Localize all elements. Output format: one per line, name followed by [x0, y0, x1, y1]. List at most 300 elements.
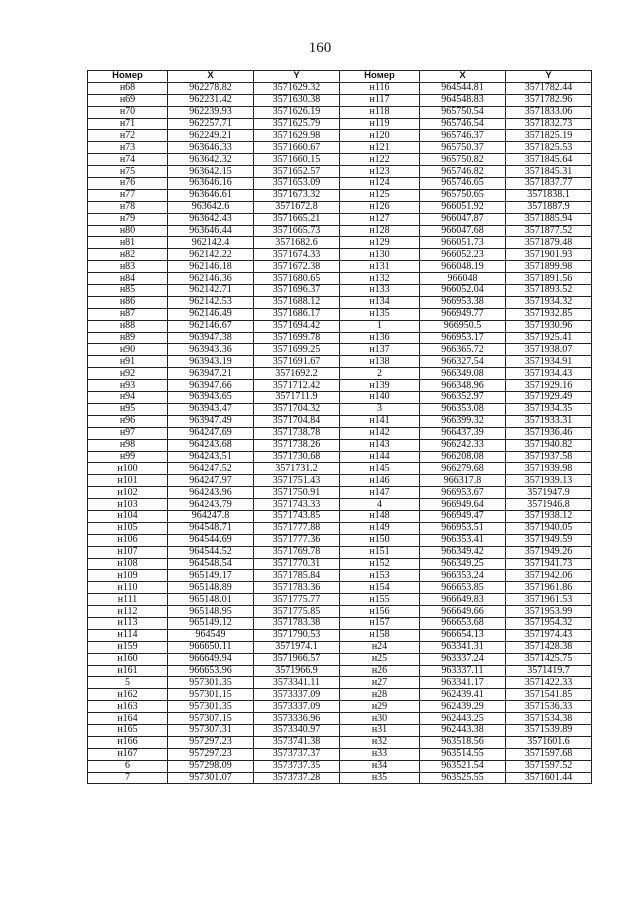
cell-x-left: 963646.16: [168, 178, 254, 190]
cell-y-right: 3571597.68: [506, 748, 592, 760]
cell-x-left: 962142.22: [168, 249, 254, 261]
cell-y-right: 3571942.06: [506, 570, 592, 582]
table-row: [88, 701, 592, 713]
cell-number-left: 5: [88, 677, 168, 689]
cell-x-left: 962249.21: [168, 130, 254, 142]
cell-number-right: н140: [340, 392, 420, 404]
cell-y-right: 3571899.98: [506, 261, 592, 273]
cell-number-left: н90: [88, 344, 168, 356]
cell-x-right: 966653.68: [420, 617, 506, 629]
cell-number-left: н165: [88, 724, 168, 736]
cell-number-left: н95: [88, 403, 168, 415]
cell-x-left: 957301.07: [168, 772, 254, 784]
cell-x-right: 964544.81: [420, 82, 506, 94]
table-row: [88, 106, 592, 118]
cell-number-right: н33: [340, 748, 420, 760]
table-row: [88, 249, 592, 261]
cell-x-left: 962142.71: [168, 285, 254, 297]
cell-x-left: 962146.18: [168, 261, 254, 273]
cell-x-right: 966052.04: [420, 285, 506, 297]
cell-y-left: 3573341.11: [254, 677, 340, 689]
table-row: [88, 736, 592, 748]
cell-y-left: 3571775.85: [254, 606, 340, 618]
table-row: [88, 356, 592, 368]
cell-number-left: н162: [88, 689, 168, 701]
cell-x-right: 963341.31: [420, 641, 506, 653]
table-row: [88, 285, 592, 297]
cell-y-left: 3571680.65: [254, 273, 340, 285]
page-number: 160: [308, 40, 332, 56]
cell-y-left: 3571699.25: [254, 344, 340, 356]
cell-x-left: 963943.19: [168, 356, 254, 368]
table-row: [88, 546, 592, 558]
table-row: [88, 308, 592, 320]
cell-number-right: н145: [340, 463, 420, 475]
cell-x-left: 962239.93: [168, 106, 254, 118]
cell-y-left: 3571751.43: [254, 475, 340, 487]
cell-number-right: н149: [340, 522, 420, 534]
cell-x-left: 966653.96: [168, 665, 254, 677]
cell-number-right: н118: [340, 106, 420, 118]
cell-y-right: 3571425.75: [506, 653, 592, 665]
cell-number-left: н104: [88, 510, 168, 522]
cell-y-left: 3571626.19: [254, 106, 340, 118]
cell-number-right: н125: [340, 189, 420, 201]
cell-y-left: 3571674.33: [254, 249, 340, 261]
table-row: [88, 380, 592, 392]
cell-number-right: н130: [340, 249, 420, 261]
cell-y-left: 3571694.42: [254, 320, 340, 332]
cell-y-right: 3571925.41: [506, 332, 592, 344]
cell-number-left: н80: [88, 225, 168, 237]
cell-x-right: 966352.97: [420, 392, 506, 404]
cell-number-right: н32: [340, 736, 420, 748]
cell-x-right: 962443.38: [420, 724, 506, 736]
cell-y-left: 3571696.37: [254, 285, 340, 297]
cell-y-left: 3571629.98: [254, 130, 340, 142]
cell-x-right: 966953.67: [420, 487, 506, 499]
table-row: [88, 94, 592, 106]
table-row: [88, 713, 592, 725]
cell-x-left: 963646.33: [168, 142, 254, 154]
cell-x-right: 966649.83: [420, 594, 506, 606]
cell-x-left: 963646.61: [168, 189, 254, 201]
cell-y-right: 3571536.33: [506, 701, 592, 713]
cell-x-right: 966654.13: [420, 629, 506, 641]
cell-y-left: 3571783.36: [254, 582, 340, 594]
cell-number-left: н92: [88, 368, 168, 380]
cell-number-right: 2: [340, 368, 420, 380]
cell-y-left: 3571711.9: [254, 392, 340, 404]
cell-y-right: 3571837.77: [506, 178, 592, 190]
cell-x-left: 963947.21: [168, 368, 254, 380]
cell-y-left: 3571785.84: [254, 570, 340, 582]
cell-number-right: н29: [340, 701, 420, 713]
cell-x-right: 966953.17: [420, 332, 506, 344]
cell-number-right: 4: [340, 499, 420, 511]
cell-number-right: н150: [340, 534, 420, 546]
cell-y-left: 3573336.96: [254, 713, 340, 725]
cell-x-left: 962142.53: [168, 296, 254, 308]
cell-y-right: 3571845.31: [506, 166, 592, 178]
cell-y-left: 3573337.09: [254, 701, 340, 713]
cell-x-left: 962257.71: [168, 118, 254, 130]
cell-x-right: 962439.29: [420, 701, 506, 713]
cell-y-right: 3571938.07: [506, 344, 592, 356]
header-x-left: X: [168, 71, 254, 83]
cell-number-right: н136: [340, 332, 420, 344]
table-row: [88, 178, 592, 190]
cell-y-right: 3571961.86: [506, 582, 592, 594]
cell-x-right: 966949.64: [420, 499, 506, 511]
cell-number-left: н106: [88, 534, 168, 546]
cell-x-left: 963943.65: [168, 392, 254, 404]
cell-number-right: н155: [340, 594, 420, 606]
cell-number-left: н88: [88, 320, 168, 332]
cell-y-right: 3571940.82: [506, 439, 592, 451]
table-row: [88, 641, 592, 653]
cell-y-left: 3571743.33: [254, 499, 340, 511]
cell-y-left: 3571731.2: [254, 463, 340, 475]
cell-number-left: 6: [88, 760, 168, 772]
cell-number-left: н98: [88, 439, 168, 451]
cell-x-left: 962146.49: [168, 308, 254, 320]
cell-y-left: 3571704.32: [254, 403, 340, 415]
cell-y-right: 3571601.6: [506, 736, 592, 748]
cell-y-left: 3571743.85: [254, 510, 340, 522]
cell-number-left: н86: [88, 296, 168, 308]
cell-y-right: 3571601.44: [506, 772, 592, 784]
cell-x-right: 966353.41: [420, 534, 506, 546]
cell-x-right: 966349.08: [420, 368, 506, 380]
table-row: [88, 415, 592, 427]
cell-x-right: 966365.72: [420, 344, 506, 356]
header-x-right: X: [420, 71, 506, 83]
cell-y-left: 3573741.38: [254, 736, 340, 748]
cell-x-left: 965148.89: [168, 582, 254, 594]
cell-y-right: 3571419.7: [506, 665, 592, 677]
cell-x-left: 964247.8: [168, 510, 254, 522]
cell-y-right: 3571534.38: [506, 713, 592, 725]
cell-number-right: н151: [340, 546, 420, 558]
cell-x-right: 966047.68: [420, 225, 506, 237]
cell-y-left: 3571750.91: [254, 487, 340, 499]
cell-y-right: 3571929.16: [506, 380, 592, 392]
cell-x-right: 966953.38: [420, 296, 506, 308]
table-row: [88, 403, 592, 415]
cell-number-right: н128: [340, 225, 420, 237]
table-row: [88, 142, 592, 154]
cell-number-right: н144: [340, 451, 420, 463]
cell-number-right: н139: [340, 380, 420, 392]
cell-x-left: 966650.11: [168, 641, 254, 653]
cell-number-right: н126: [340, 201, 420, 213]
cell-y-right: 3571961.53: [506, 594, 592, 606]
cell-y-right: 3571833.06: [506, 106, 592, 118]
cell-number-right: н129: [340, 237, 420, 249]
cell-x-left: 962278.82: [168, 82, 254, 94]
cell-number-left: н77: [88, 189, 168, 201]
cell-number-left: н100: [88, 463, 168, 475]
cell-y-left: 3571652.57: [254, 166, 340, 178]
cell-y-left: 3571691.67: [254, 356, 340, 368]
cell-number-left: н109: [88, 570, 168, 582]
cell-x-right: 966349.25: [420, 558, 506, 570]
table-row: [88, 499, 592, 511]
cell-y-right: 3571936.46: [506, 427, 592, 439]
cell-x-left: 965148.95: [168, 606, 254, 618]
cell-y-left: 3573340.97: [254, 724, 340, 736]
table-row: [88, 594, 592, 606]
table-row: [88, 166, 592, 178]
cell-number-left: н87: [88, 308, 168, 320]
coordinates-table: [87, 70, 592, 784]
cell-x-right: 964548.83: [420, 94, 506, 106]
cell-x-right: 965750.82: [420, 154, 506, 166]
cell-x-right: 966649.66: [420, 606, 506, 618]
cell-x-left: 964243.96: [168, 487, 254, 499]
cell-number-right: н146: [340, 475, 420, 487]
cell-x-right: 963525.55: [420, 772, 506, 784]
cell-number-right: н31: [340, 724, 420, 736]
cell-y-left: 3571699.78: [254, 332, 340, 344]
cell-number-left: н105: [88, 522, 168, 534]
cell-number-right: н30: [340, 713, 420, 725]
cell-y-right: 3571946.8: [506, 499, 592, 511]
cell-y-left: 3571625.79: [254, 118, 340, 130]
cell-x-left: 964544.52: [168, 546, 254, 558]
cell-x-left: 964549: [168, 629, 254, 641]
cell-y-right: 3571825.53: [506, 142, 592, 154]
cell-x-right: 962443.25: [420, 713, 506, 725]
table-row: [88, 534, 592, 546]
cell-number-right: н123: [340, 166, 420, 178]
cell-number-left: н167: [88, 748, 168, 760]
cell-x-left: 963642.43: [168, 213, 254, 225]
cell-number-right: н137: [340, 344, 420, 356]
cell-number-right: н122: [340, 154, 420, 166]
table-row: [88, 653, 592, 665]
cell-y-left: 3571777.88: [254, 522, 340, 534]
cell-x-right: 965750.37: [420, 142, 506, 154]
cell-number-left: н114: [88, 629, 168, 641]
cell-x-right: 966052.23: [420, 249, 506, 261]
cell-x-left: 957301.35: [168, 701, 254, 713]
cell-number-right: н133: [340, 285, 420, 297]
cell-number-right: 1: [340, 320, 420, 332]
cell-number-left: н110: [88, 582, 168, 594]
cell-x-left: 957298.09: [168, 760, 254, 772]
cell-x-right: 963521.54: [420, 760, 506, 772]
cell-y-right: 3571877.52: [506, 225, 592, 237]
cell-y-left: 3571686.17: [254, 308, 340, 320]
cell-x-right: 966399.32: [420, 415, 506, 427]
cell-number-left: н111: [88, 594, 168, 606]
cell-x-right: 966208.08: [420, 451, 506, 463]
cell-y-left: 3571660.67: [254, 142, 340, 154]
cell-number-left: н96: [88, 415, 168, 427]
cell-number-right: н117: [340, 94, 420, 106]
cell-number-left: н159: [88, 641, 168, 653]
cell-x-left: 963943.47: [168, 403, 254, 415]
cell-number-right: н154: [340, 582, 420, 594]
cell-number-left: н113: [88, 617, 168, 629]
cell-x-left: 962146.67: [168, 320, 254, 332]
cell-y-left: 3571738.78: [254, 427, 340, 439]
table-header-row: [88, 71, 592, 83]
cell-number-left: н107: [88, 546, 168, 558]
cell-y-right: 3571825.19: [506, 130, 592, 142]
cell-x-left: 963947.49: [168, 415, 254, 427]
cell-x-right: 966051.73: [420, 237, 506, 249]
cell-number-right: н25: [340, 653, 420, 665]
cell-y-right: 3571974.43: [506, 629, 592, 641]
cell-number-right: н132: [340, 273, 420, 285]
table-row: [88, 487, 592, 499]
cell-y-right: 3571891.56: [506, 273, 592, 285]
cell-x-left: 963943.36: [168, 344, 254, 356]
cell-number-right: н143: [340, 439, 420, 451]
cell-x-right: 966353.08: [420, 403, 506, 415]
table-row: [88, 522, 592, 534]
cell-number-left: н68: [88, 82, 168, 94]
table-row: [88, 570, 592, 582]
cell-number-left: н166: [88, 736, 168, 748]
cell-x-left: 964247.69: [168, 427, 254, 439]
cell-y-right: 3571428.38: [506, 641, 592, 653]
cell-y-right: 3571940.05: [506, 522, 592, 534]
cell-x-right: 965746.65: [420, 178, 506, 190]
cell-x-left: 964243.79: [168, 499, 254, 511]
table-row: [88, 629, 592, 641]
table-row: [88, 320, 592, 332]
cell-number-left: н69: [88, 94, 168, 106]
table-row: [88, 237, 592, 249]
cell-x-left: 963642.6: [168, 201, 254, 213]
cell-y-right: 3571954.32: [506, 617, 592, 629]
cell-y-right: 3571782.96: [506, 94, 592, 106]
cell-y-right: 3571887.9: [506, 201, 592, 213]
table-row: [88, 392, 592, 404]
cell-number-right: н156: [340, 606, 420, 618]
cell-y-right: 3571949.59: [506, 534, 592, 546]
cell-number-left: н73: [88, 142, 168, 154]
cell-number-right: н127: [340, 213, 420, 225]
cell-number-left: н102: [88, 487, 168, 499]
cell-x-right: 965746.37: [420, 130, 506, 142]
cell-number-left: н70: [88, 106, 168, 118]
cell-number-left: н78: [88, 201, 168, 213]
header-y-right: Y: [506, 71, 592, 83]
cell-x-left: 964243.68: [168, 439, 254, 451]
table-row: [88, 154, 592, 166]
cell-y-left: 3571777.36: [254, 534, 340, 546]
cell-number-left: н85: [88, 285, 168, 297]
table-row: [88, 225, 592, 237]
cell-number-right: н26: [340, 665, 420, 677]
table-row: [88, 760, 592, 772]
cell-y-left: 3573737.37: [254, 748, 340, 760]
cell-x-right: 966047.87: [420, 213, 506, 225]
cell-number-right: н35: [340, 772, 420, 784]
cell-y-right: 3571930.96: [506, 320, 592, 332]
cell-y-left: 3571660.15: [254, 154, 340, 166]
cell-number-right: н141: [340, 415, 420, 427]
cell-x-right: 966349.42: [420, 546, 506, 558]
table-row: [88, 724, 592, 736]
cell-number-left: н97: [88, 427, 168, 439]
cell-number-right: н24: [340, 641, 420, 653]
table-row: [88, 427, 592, 439]
cell-y-left: 3571653.09: [254, 178, 340, 190]
cell-number-left: н81: [88, 237, 168, 249]
cell-y-left: 3571629.32: [254, 82, 340, 94]
cell-number-right: н138: [340, 356, 420, 368]
table-row: [88, 772, 592, 784]
cell-number-left: н163: [88, 701, 168, 713]
cell-x-right: 962439.41: [420, 689, 506, 701]
cell-y-left: 3571672.38: [254, 261, 340, 273]
cell-x-right: 963514.55: [420, 748, 506, 760]
table-row: [88, 606, 592, 618]
cell-y-right: 3571879.48: [506, 237, 592, 249]
cell-x-right: 966949.47: [420, 510, 506, 522]
cell-number-right: н124: [340, 178, 420, 190]
cell-number-right: 3: [340, 403, 420, 415]
cell-x-right: 965750.54: [420, 106, 506, 118]
cell-number-right: н135: [340, 308, 420, 320]
cell-y-left: 3571730.68: [254, 451, 340, 463]
cell-x-right: 966950.5: [420, 320, 506, 332]
cell-number-left: н72: [88, 130, 168, 142]
cell-y-left: 3571712.42: [254, 380, 340, 392]
cell-x-left: 962146.36: [168, 273, 254, 285]
cell-number-left: н89: [88, 332, 168, 344]
cell-x-left: 963646.44: [168, 225, 254, 237]
cell-x-right: 966048.19: [420, 261, 506, 273]
table-row: [88, 189, 592, 201]
table-row: [88, 261, 592, 273]
cell-number-right: н116: [340, 82, 420, 94]
cell-x-left: 957307.31: [168, 724, 254, 736]
cell-number-right: н34: [340, 760, 420, 772]
cell-y-left: 3571692.2: [254, 368, 340, 380]
cell-y-left: 3571966.57: [254, 653, 340, 665]
cell-number-left: н94: [88, 392, 168, 404]
cell-y-right: 3571885.94: [506, 213, 592, 225]
cell-number-left: н101: [88, 475, 168, 487]
table-row: [88, 617, 592, 629]
cell-x-left: 963642.15: [168, 166, 254, 178]
table-row: [88, 463, 592, 475]
table-row: [88, 213, 592, 225]
cell-x-right: 966048: [420, 273, 506, 285]
cell-number-left: 7: [88, 772, 168, 784]
cell-y-left: 3571770.31: [254, 558, 340, 570]
cell-y-right: 3571939.13: [506, 475, 592, 487]
cell-number-left: н108: [88, 558, 168, 570]
cell-x-right: 966279.68: [420, 463, 506, 475]
cell-x-left: 963947.66: [168, 380, 254, 392]
cell-y-left: 3571790.53: [254, 629, 340, 641]
table-row: [88, 82, 592, 94]
header-y-left: Y: [254, 71, 340, 83]
cell-number-right: н119: [340, 118, 420, 130]
cell-y-left: 3573337.09: [254, 689, 340, 701]
cell-y-right: 3571949.26: [506, 546, 592, 558]
cell-y-left: 3573737.35: [254, 760, 340, 772]
table-row: [88, 677, 592, 689]
